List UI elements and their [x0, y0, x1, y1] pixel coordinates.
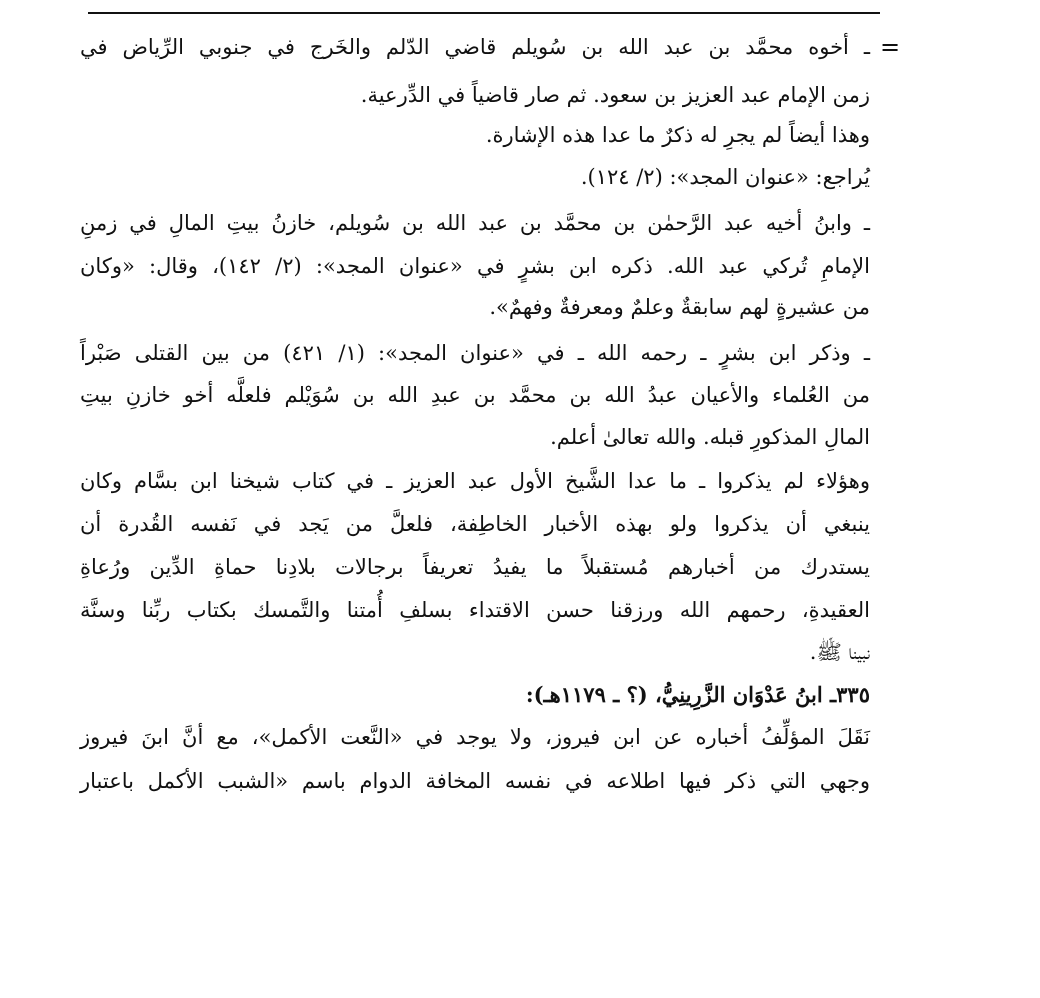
text-line: العقيدةِ، رحمهم الله ورزقنا حسن الاقتداء بسلفِ أُمتنا والتَّمسك بكتاب ربِّنا وسنَّة	[80, 598, 870, 622]
text-line: وهذا أيضاً لم يجرِ له ذكرٌ ما عدا هذه الإشارة.	[485, 123, 870, 147]
text-line: يُراجع: «عنوان المجد»: (٢/ ١٢٤).	[580, 165, 870, 189]
text-line: ينبغي أن يذكروا ولو بهذه الأخبار الخاطِفة، فلعلَّ من يَجد في نَفسه القُدرة أن	[80, 512, 870, 536]
text-line: ـ أخوه محمَّد بن عبد الله بن سُويلم قاضي الدّلم والخَرج في جنوبي الرِّياض في	[80, 35, 870, 59]
text-line: من عشيرةٍ لهم سابقةٌ وعلمٌ ومعرفةٌ وفهمٌ».	[489, 295, 870, 319]
text-line: الإمامِ تُركي عبد الله. ذكره ابن بشرٍ في «عنوان المجد»: (٢/ ١٤٢)، وقال: «وكان	[80, 254, 870, 278]
text-line: ـ وذكر ابن بشرٍ ـ رحمه الله ـ في «عنوان المجد»: (١/ ٤٢١) من بين القتلى صَبْراً	[80, 341, 870, 365]
text-line: نَقَلَ المؤلِّفُ أخباره عن ابن فيروز، ولا يوجد في «النَّعت الأكمل»، مع أنَّ ابنَ فيروز	[80, 725, 870, 749]
text-line: من العُلماء والأعيان عبدُ الله بن محمَّد بن عبدِ الله بن سُوَيْلم فلعلَّه أخو خازنِ بيتِ	[80, 383, 870, 407]
text-line: وهؤلاء لم يذكروا ـ ما عدا الشَّيخ الأول عبد العزيز ـ في كتاب شيخنا ابن بسَّام وكان	[80, 469, 870, 493]
text-line: ـ وابنُ أخيه عبد الرَّحمٰن بن محمَّد بن عبد الله بن سُويلم، خازنُ بيتِ المالِ في زمنِ	[80, 211, 870, 235]
text-line: وجهي التي ذكر فيها اطلاعه في نفسه المخافة الدوام باسم «الشبب الأكمل باعتبار	[80, 769, 870, 793]
text-line: زمن الإمام عبد العزيز بن سعود. ثم صار قاضياً في الدِّرعية.	[360, 83, 870, 107]
text-line: يستدرك من أخبارهم مُستقبلاً ما يفيدُ تعريفاً برجالات بلادِنا حماةِ الدِّين ورُعاةِ	[80, 555, 870, 579]
entry-heading-335: ٣٣٥ـ ابنُ عَدْوَان الزَّرِينِيُّ، (؟ ـ ١١٧٩هـ):	[525, 682, 870, 707]
text-line: المالِ المذكورِ قبله. والله تعالىٰ أعلم.	[550, 425, 870, 449]
text-column	[80, 0, 870, 998]
text-line: نبينا ﷺ.	[809, 640, 870, 664]
margin-mark: =	[880, 33, 901, 61]
